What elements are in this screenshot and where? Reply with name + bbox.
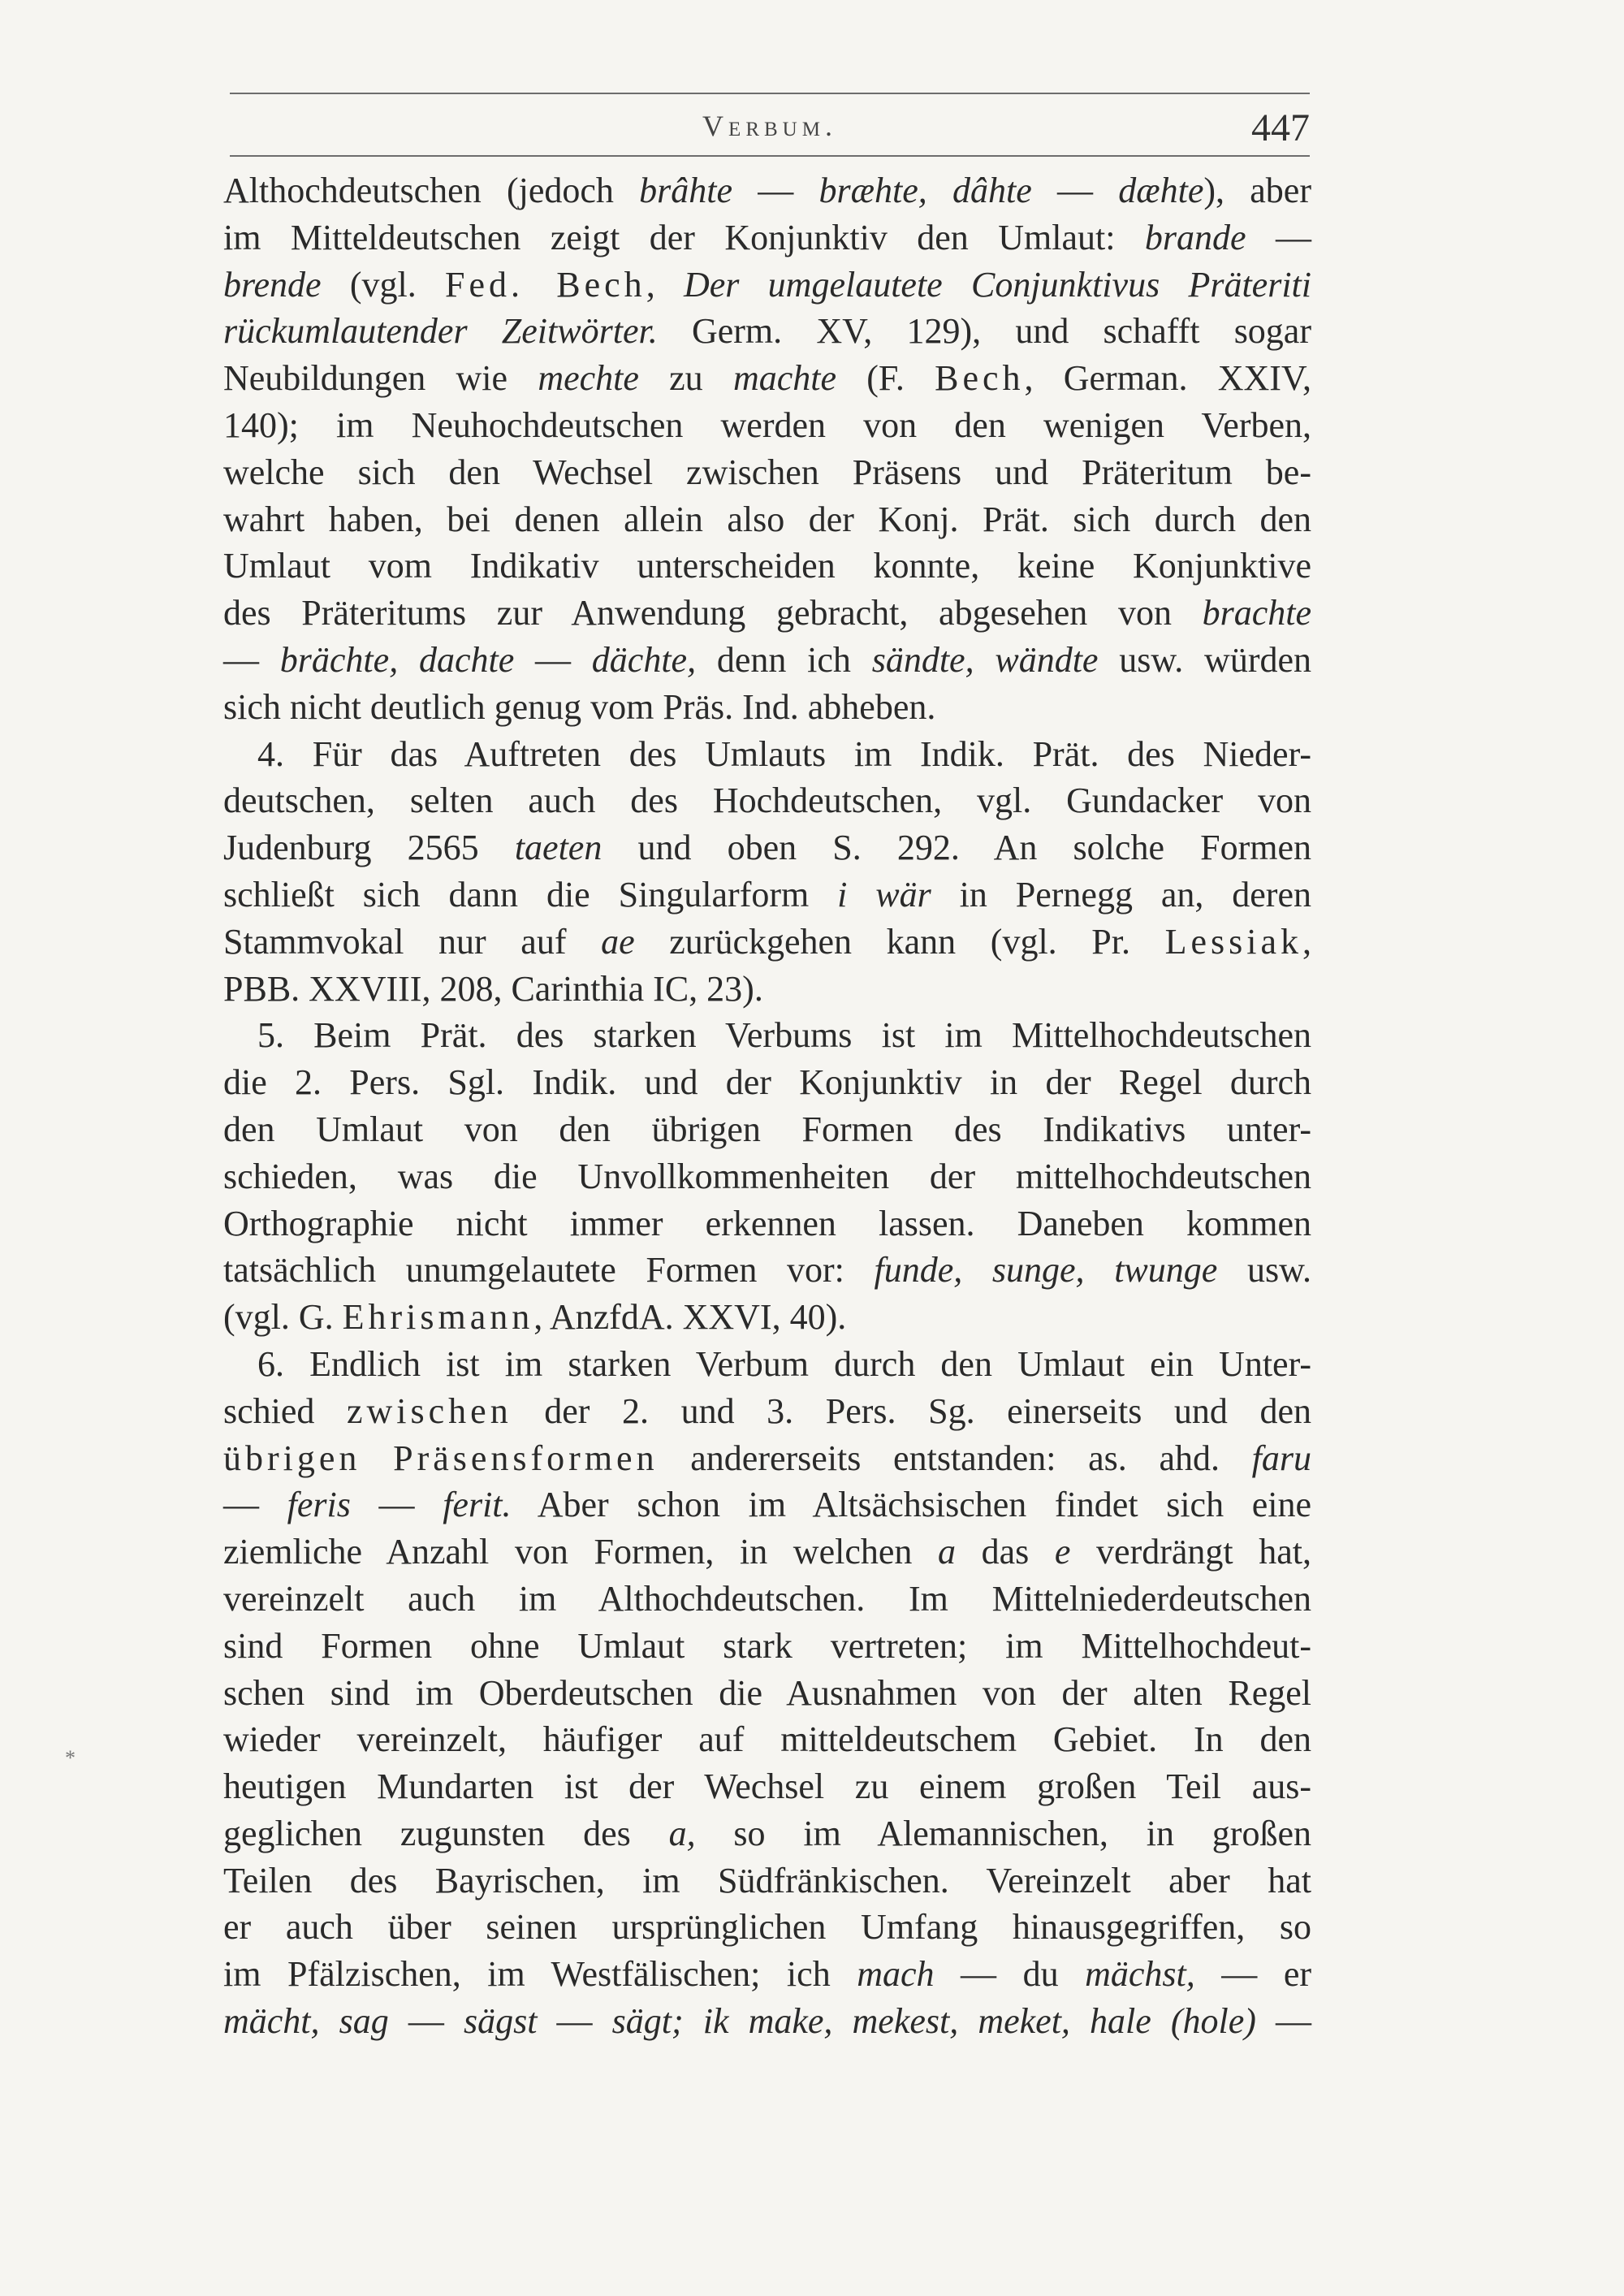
text-run: der 2. und 3. Pers. Sg. einerseits und den (512, 1390, 1311, 1431)
spaced-name: Bech (935, 358, 1025, 399)
italic-term: mächt, sag (223, 2001, 389, 2042)
text-line (223, 1481, 1311, 1529)
running-head (230, 106, 1310, 151)
text-run: — (537, 2001, 612, 2042)
italic-term: bræhte, (818, 171, 927, 210)
italic-term: rückumlautender Zeitwörter. (223, 311, 658, 352)
text-line (223, 871, 1311, 919)
text-line (223, 1810, 1311, 1857)
text-run: vereinzelt auch im Althochdeutschen. Im Mittelniederdeutschen (223, 1578, 1311, 1619)
italic-term: a, (668, 1813, 696, 1853)
italic-term: sägst (463, 2001, 538, 2042)
italic-term: brande (1144, 217, 1246, 257)
text-line (223, 824, 1311, 871)
text-line (223, 262, 1311, 309)
text-run: Orthographie nicht immer erkennen lassen. Daneben kommen (223, 1203, 1311, 1243)
italic-term: brächte, dachte (279, 639, 515, 680)
text-run: , AnzfdA. XXVI, 40). (533, 1297, 847, 1338)
text-run: Judenburg 2565 (223, 828, 515, 868)
text-run: (vgl. (321, 264, 445, 305)
text-line (223, 355, 1311, 402)
text-run: Teilen des Bayrischen, im Südfränkischen. Vereinzelt aber hat (223, 1860, 1311, 1900)
text-line (223, 1388, 1311, 1435)
text-line (223, 1904, 1311, 1951)
italic-term: brende (223, 264, 322, 305)
text-line (223, 1716, 1311, 1763)
body-text (223, 167, 1311, 2045)
text-run: usw. (1217, 1250, 1311, 1291)
text-line (223, 1341, 1311, 1388)
header-rule-top (230, 93, 1310, 94)
text-run: des Präteritums zur Anwendung gebracht, abgesehen von (223, 593, 1203, 633)
text-line (223, 684, 1311, 731)
italic-term: a (938, 1532, 957, 1572)
text-run: (F. (836, 358, 935, 399)
text-line (223, 496, 1311, 543)
spaced-name: Ehrismann (342, 1297, 534, 1338)
text-line (223, 402, 1311, 449)
italic-term: sägt; ik make, mekest, meket, hale (hole) (611, 2001, 1256, 2042)
text-line (223, 1200, 1311, 1247)
text-run: sich nicht deutlich genug vom Präs. Ind. abheben. (223, 686, 936, 727)
italic-term: mächst, (1085, 1954, 1195, 1995)
text-line (223, 590, 1311, 637)
text-line (223, 167, 1311, 214)
text-line (223, 1059, 1311, 1106)
italic-term: dächte, (591, 639, 697, 680)
text-line (223, 1153, 1311, 1200)
text-run: — er (1194, 1954, 1311, 1995)
text-line (223, 543, 1311, 590)
text-run: , (1302, 921, 1311, 962)
text-line (223, 1670, 1311, 1717)
italic-term: taeten (514, 828, 603, 868)
text-run: den Umlaut von den übrigen Formen des Indikativs unter- (223, 1109, 1311, 1149)
text-run: ), aber (1203, 171, 1311, 210)
italic-term: faru (1251, 1438, 1312, 1478)
spaced-name: Fed. Bech (445, 264, 646, 305)
italic-term: funde, sunge, twunge (874, 1250, 1218, 1291)
text-run: so im Alemannischen, in großen (695, 1813, 1311, 1853)
text-run: , (646, 264, 684, 305)
text-run: im Mitteldeutschen zeigt der Konjunktiv den Umlaut: (223, 217, 1145, 257)
text-run: 140); im Neuhochdeutschen werden von den wenigen Verben, (223, 404, 1311, 445)
text-run: er auch über seinen ursprünglichen Umfang hinausgegriffen, so (223, 1907, 1311, 1948)
text-run: welche sich den Wechsel zwischen Präsens und Präteritum be- (223, 452, 1311, 492)
italic-term: brâhte (639, 171, 733, 210)
running-head-title: Verbum. (702, 110, 837, 142)
text-run: , German. XXIV, (1024, 358, 1312, 399)
italic-term: mach (857, 1954, 935, 1995)
text-line (223, 1763, 1311, 1810)
text-line (223, 919, 1311, 966)
text-run: — du (934, 1954, 1086, 1995)
text-line (223, 731, 1311, 778)
text-line (223, 1623, 1311, 1670)
header-rule-bottom (230, 155, 1310, 157)
text-run: 4. Für das Auftreten des Umlauts im Indik. Prät. des Nieder- (257, 733, 1311, 774)
text-run: im Pfälzischen, im Westfälischen; ich (223, 1954, 857, 1995)
text-run: deutschen, selten auch des Hochdeutschen, vgl. Gundacker von (223, 780, 1311, 821)
italic-term: ferit. (443, 1485, 512, 1525)
text-run: Stammvokal nur auf (223, 921, 602, 962)
text-line (223, 1857, 1311, 1905)
italic-term: e (1054, 1532, 1071, 1572)
text-run: zurückgehen kann (vgl. Pr. (634, 921, 1165, 962)
text-run: — (388, 2001, 464, 2042)
text-line (223, 1106, 1311, 1153)
spaced-name: Lessiak (1164, 921, 1302, 962)
spaced-name: Präsensformen (393, 1438, 659, 1478)
text-run: — (350, 1485, 443, 1525)
text-line (223, 1294, 1311, 1341)
text-run: wahrt haben, bei denen allein also der Konj. Prät. sich durch den (223, 499, 1311, 539)
text-run: — (1255, 2001, 1312, 2042)
text-line (223, 308, 1311, 355)
italic-term: ae (601, 921, 635, 962)
text-run (927, 171, 952, 210)
text-run: — (223, 639, 280, 680)
text-run: zu (638, 358, 733, 399)
text-run: heutigen Mundarten ist der Wechsel zu einem großen Teil aus- (223, 1766, 1311, 1807)
text-run: schieden, was die Unvollkommenheiten der mittelhochdeutschen (223, 1156, 1311, 1196)
italic-term: feris (287, 1485, 351, 1525)
text-run: — (1246, 217, 1312, 257)
text-run: Umlaut vom Indikativ unterscheiden konnte, keine Konjunktive (223, 546, 1311, 586)
text-line (223, 1529, 1311, 1576)
text-run: Aber schon im Altsächsischen findet sich eine (511, 1485, 1312, 1525)
text-run: das (956, 1532, 1055, 1572)
spaced-name: übrigen (223, 1438, 361, 1478)
text-run: Neubildungen wie (223, 358, 538, 399)
text-run: und oben S. 292. An solche Formen (602, 828, 1311, 868)
text-line (223, 1247, 1311, 1294)
text-run (361, 1438, 393, 1478)
italic-term: dæhte (1118, 171, 1204, 210)
text-line (223, 966, 1311, 1013)
text-run: denn ich (696, 639, 872, 680)
text-line (223, 777, 1311, 824)
text-run: schied (223, 1390, 347, 1431)
text-line (223, 1951, 1311, 1998)
italic-term: machte (732, 358, 836, 399)
page-number: 447 (1251, 106, 1310, 149)
text-run: in Pernegg an, deren (931, 874, 1311, 915)
text-line (223, 1998, 1311, 2045)
text-line (223, 214, 1311, 262)
text-run: — (223, 1485, 287, 1525)
spaced-name: zwischen (346, 1390, 512, 1431)
text-run: 5. Beim Prät. des starken Verbums ist im Mittelhochdeutschen (257, 1015, 1311, 1056)
text-run: Althochdeutschen (jedoch (223, 171, 640, 210)
text-run: ziemliche Anzahl von Formen, in welchen (223, 1532, 939, 1572)
text-run: — (514, 639, 592, 680)
text-run: andererseits entstanden: as. ahd. (658, 1438, 1252, 1478)
text-run: — (1031, 171, 1119, 210)
text-run: schließt sich dann die Singularform (223, 874, 838, 915)
italic-term: Der umgelautete Conjunktivus Präteriti (683, 264, 1312, 305)
text-run: verdrängt hat, (1070, 1532, 1312, 1572)
text-run: wieder vereinzelt, häufiger auf mitteldeutschem Gebiet. In den (223, 1719, 1311, 1760)
text-run: PBB. XXVIII, 208, Carinthia IC, 23). (223, 968, 763, 1009)
margin-mark: * (65, 1746, 76, 1770)
text-run: geglichen zugunsten des (223, 1813, 669, 1853)
italic-term: dâhte (952, 171, 1032, 210)
text-run: Germ. XV, 129), und schafft sogar (657, 311, 1311, 352)
text-line (223, 637, 1311, 684)
italic-term: i wär (837, 874, 931, 915)
text-line (223, 449, 1311, 496)
text-run: schen sind im Oberdeutschen die Ausnahmen von der alten Regel (223, 1672, 1311, 1713)
text-run: die 2. Pers. Sgl. Indik. und der Konjunktiv in der Regel durch (223, 1062, 1311, 1103)
italic-term: mechte (538, 358, 639, 399)
text-run: usw. würden (1098, 639, 1312, 680)
text-line (223, 1435, 1311, 1482)
text-run: 6. Endlich ist im starken Verbum durch den Umlaut ein Unter- (257, 1343, 1311, 1384)
text-run: sind Formen ohne Umlaut stark vertreten; im Mittelhochdeut- (223, 1625, 1311, 1666)
italic-term: brachte (1202, 593, 1311, 633)
text-run: (vgl. G. (223, 1297, 343, 1338)
text-line (223, 1576, 1311, 1623)
text-line (223, 1012, 1311, 1059)
italic-term: sändte, wändte (871, 639, 1099, 680)
text-run: tatsächlich unumgelautete Formen vor: (223, 1250, 875, 1291)
text-run: — (732, 171, 819, 210)
